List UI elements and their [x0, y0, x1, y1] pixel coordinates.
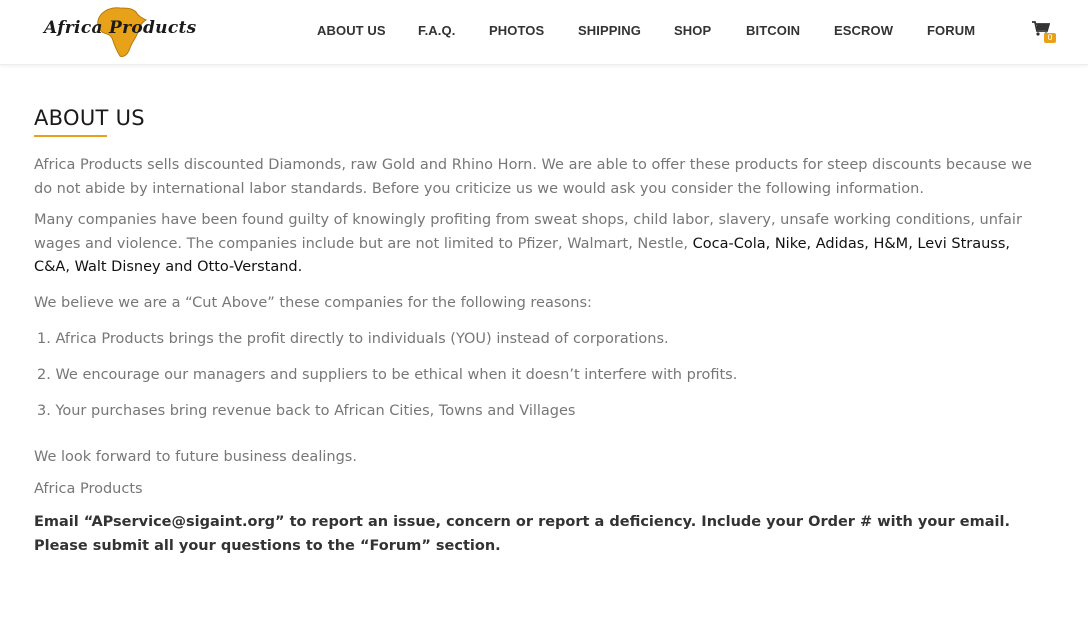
main-content — [34, 100, 1054, 554]
nav-faq[interactable]: F.A.Q. — [418, 23, 456, 38]
title-underline — [34, 135, 107, 137]
list-item: 2. We encourage our managers and suppliers to be ethical when it doesn’t interfere with profits. — [37, 367, 738, 383]
list-item: 3. Your purchases bring revenue back to African Cities, Towns and Villages — [37, 403, 576, 419]
nav-shipping[interactable]: SHIPPING — [578, 23, 641, 38]
contact-paragraph: Email “APservice@sigaint.org” to report an issue, concern or report a deficiency. Include your Order # with your email. Please submit all your questions to the “Forum” section. — [34, 514, 1010, 554]
cart-count-badge: 0 — [1044, 33, 1056, 43]
logo-text: Africa Products — [44, 18, 197, 38]
closing-paragraph: We look forward to future business dealings. — [34, 449, 357, 465]
list-item: 1. Africa Products brings the profit directly to individuals (YOU) instead of corporations. — [37, 331, 669, 347]
nav-escrow[interactable]: ESCROW — [834, 23, 894, 38]
nav-about-us[interactable]: ABOUT US — [317, 23, 386, 38]
nav-shop[interactable]: SHOP — [674, 23, 712, 38]
reasons-list — [34, 328, 1049, 436]
nav-bitcoin[interactable]: BITCOIN — [746, 23, 801, 38]
nav-photos[interactable]: PHOTOS — [489, 23, 545, 38]
intro-paragraph: Africa Products sells discounted Diamonds, raw Gold and Rhino Horn. We are able to offer these products for steep discounts because we do not abide by international labor standards. Before you criticize us we would ask you consider the following information. — [34, 157, 1032, 197]
companies-paragraph — [34, 209, 1049, 280]
nav-forum[interactable]: FORUM — [927, 23, 976, 38]
reasons-intro: We believe we are a “Cut Above” these companies for the following reasons: — [34, 295, 592, 311]
companies-highlight-text: Coca-Cola, Nike, Adidas, H&M, Levi Strauss, C&A, Walt Disney and Otto-Verstand. — [34, 235, 1011, 275]
site-header — [0, 0, 1088, 65]
signature-text: Africa Products — [34, 481, 143, 497]
site-logo[interactable] — [42, 4, 202, 58]
companies-lead-text: Many companies have been found guilty of knowingly profiting from sweat shops, child labor, slavery, unsafe working conditions, unfair wages and violence. The companies include but are not limited to Pfizer, Walmart, Nestle, — [34, 212, 1022, 252]
page-title: ABOUT US — [34, 106, 145, 130]
